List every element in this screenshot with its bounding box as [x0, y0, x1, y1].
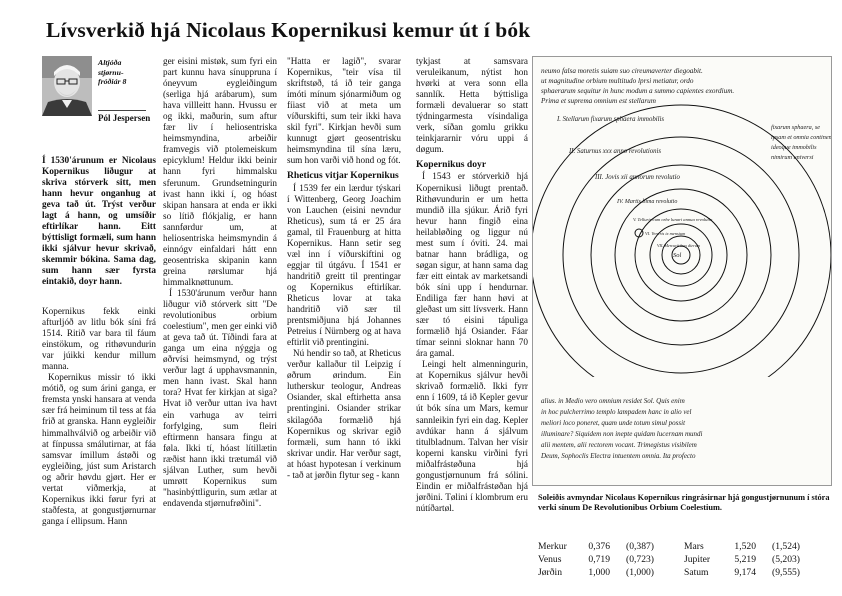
byline-series-line: stjørnu-	[98, 67, 124, 77]
heliocentric-diagram	[532, 56, 832, 486]
side-label: ideoque immobilis	[771, 144, 817, 151]
planet-actual: (0,387)	[626, 541, 654, 552]
section-heading: Kopernikus doyr	[416, 159, 487, 171]
body-paragraph: Kopernikus fekk einki afturljóð av litlu bók síni frá 1514. Ritið var bara til fáum einstökum, og rithøvundurin var júikki kendur millum manna.	[42, 306, 156, 372]
ring-label: VI. Veneris ix mensium	[645, 231, 686, 236]
side-label: ipsam et omnia continens	[771, 134, 831, 141]
manuscript-line: ut magnitudine orbium multitudo lprsi metiatur, ordo	[541, 77, 694, 85]
byline-series-line: fróðiár 8	[98, 77, 127, 87]
manuscript-line: illuminare? Siquidem non inepte quidam lucernam mundi	[541, 430, 703, 438]
body-paragraph: Í 1530'árunum verður hann liðugur við stórverk sitt "De revolutionibus orbium coelestium", men ger einki við at geva tað út. Tíðindi fara at ganga um eina nýggja og øðrvísi heimsmynd, og trýst verður lagt á upphavsmannin, men hann ivast. Skal hann tora? Hvat fer kirkjan at siga? Hvat ið verður uttan iva havt ein varhuga av teirri forfylging, sum fleiri eftirmenn hansara fingu at føla. Ikki tí, hóast lítillætin ræðist hann ikki trætumál við sjálvan Luther, sum hevði umrøtt Kopernikus sum "hasinbýttligurin, sum ætlar at endavenda stjørnufrøðini".	[163, 287, 277, 508]
planet-cell	[538, 540, 684, 553]
body-paragraph: Leingi helt almenningurin, at Kopernikus sjálvur hevði skrivað formælið. Ikki fyrr enn í 1609, tá ið Kepler gevur út bók sína um Mars, kemur sannleikin fyri ein dag. Kepler avdúkar hann á sjálvum titulbladnum. Talvan her vísir koperni kansku virðini fyri miðalfrástøðuna hjá gongustjørnunum frá sólini. Eindin er miðalfrástøðan hjá jørðini. Tølini í klombrum eru nútíðartøl.	[416, 359, 528, 513]
ring-label: I. Stellarum fixarum sphaera immobilis	[557, 116, 665, 123]
planet-value: 5,219	[734, 554, 756, 565]
planet-value: 0,719	[588, 554, 610, 565]
author-portrait-icon	[42, 56, 92, 116]
body-paragraph: Í 1539 fer ein lærdur týskari í Wittenberg, Georg Joachim von Lauchen (eisini nevndur Rheticus), sum tá er 25 ára gamal, til Frauenburg at hitta Kopernikus. Hann setir seg væl inn í víðurskiftini og eggjar til útgávu. Í 1541 er handritið greitt til prentingar og Kopernikus eftirlíkar. Rheticus lovar at taka handritið við sær til prentsmiðjuna hjá Johannes Petreius í Nürnberg og at hava eftirlit við prentingini.	[287, 182, 401, 348]
ring-label: IV. Martis bima revolutio	[617, 199, 678, 205]
body-paragraph: Í 1543 er stórverkið hjá Kopernikusi liðugt prentað. Rithøvundurin er um hetta mundið illa sjúkur. Árið fyri hevur hann fingið eina heilabløðing og liggur nú mest sum í óviti. 24. mai batnar hann brádliga, og søgan sigur, at hann sama dag fær eitt eintak av marketsandi bók síni upp í hendurnar. Endiliga fær hann høvi at gleðast um sitt lívsverk. Hann sær tó eisini tápuliga formælið hjá Osiander. Fáar tímar seinni sloknar hann 70 ára gamal.	[416, 171, 528, 359]
body-paragraph: Kopernikus missir tó ikki mótið, og sum árini ganga, er fremsta ynski hansara at venda sær frá heiminum til tess at fáa frið at granska. Hann eygleiðir himmalhválvið og arbeiðir við at fínpussa smálutirnar, at fáa samsvar ímillum ástøði og eygleiðing, júst sum Aristarch og aðrir høvdu gjørt. Her er vertat viðmerkja, at Kopernikus ikki førur fyri at staðfesta, at gongustjørnurnar ganga í ellipsum. Hann	[42, 372, 156, 526]
planet-cell	[684, 566, 830, 579]
manuscript-line: meliori loco poneret, quam unde totum simul possit	[541, 419, 686, 427]
planet-actual: (5,203)	[772, 554, 800, 565]
planet-value: 1,000	[588, 567, 610, 578]
byline-series	[98, 58, 146, 87]
manuscript-line: alii mentem, alii rectorem vocant. Trimegistus visibilem	[541, 441, 697, 449]
byline-author: Pól Jespersen	[98, 110, 146, 123]
manuscript-line: sphaerarum sequitur in hunc modum a summo capientes exordium.	[541, 87, 735, 95]
planet-name: Jørðin	[538, 567, 562, 578]
table-row	[538, 553, 830, 566]
article-column-4	[416, 56, 528, 514]
planet-actual: (1,524)	[772, 541, 800, 552]
planet-cell	[684, 553, 830, 566]
manuscript-line: in hoc pulcherrimo templo lampadem hanc in alio vel	[541, 408, 692, 416]
planet-actual: (1,000)	[626, 567, 654, 578]
body-paragraph: "Hatta er lagið", svarar Kopernikus, "teir vísa til skriftstøð, tá ið teir ganga ímóti mínum sjónarmiðum og fíiast við at meta um víðurskifti, sum teir ikki hava skil fyri". Kirkjan hevði sum kunnugt gjørt geosentrisku heimsmyndina til sína læru, sum hon varði við hond og fót.	[287, 56, 401, 166]
manuscript-line: Prima et suprema omnium est stellarum	[541, 97, 656, 105]
ring-label: V. Telluris cum orbe lunari annua revolutio	[633, 217, 713, 222]
planet-name: Jupiter	[684, 554, 711, 565]
author-photo	[42, 56, 92, 116]
ring-label: II. Saturnus xxx anno revolutionis	[569, 148, 662, 155]
planet-cell	[538, 553, 684, 566]
article-column-2	[163, 56, 277, 509]
body-paragraph: Nú hendir so tað, at Rheticus verður kallaður til Leipzig í øðrum ørindum. Ein lutherskur teologur, Andreas Osiander, skal eftirhetta ansa prentingini. Osiander strikar skilagóða formælið hjá Kopernikus og skrivar egið formæli, sum hann tó ikki skrivar undir. Har verður sagt, at hóast hypotesan í verkinum - tað at jørðin flytur seg - kann	[287, 348, 401, 480]
side-label: fixarum sphaera, se	[771, 124, 820, 131]
headline: Lívsverkið hjá Nicolaus Kopernikusi kemur út í bók	[46, 18, 531, 42]
planet-distance-table	[538, 540, 830, 579]
body-paragraph: tykjast at samsvara veruleikanum, nýtist hon hvørki at vera sonn ella sannlík. Hetta býttisliga formæli devaluerar so statt týdningarmesta vísindaliga verk, síðan gomlu grikku teinkjararnir vóru uppi á døgum.	[416, 56, 528, 155]
planet-name: Venus	[538, 554, 562, 565]
manuscript-line: neumo falsa moretis suiam suo cireumaverter diegoabit.	[541, 67, 703, 75]
planet-name: Mars	[684, 541, 704, 552]
figure-caption: Soleiðis avmyndar Nicolaus Kopernikus ringrásirnar hjá gongustjørnunum í stóra verki sínum De Revolutionibus Orbium Coelestium.	[538, 493, 830, 513]
table-row	[538, 566, 830, 579]
planet-value: 9,174	[734, 567, 756, 578]
byline-series-line: Altjóða	[98, 58, 122, 67]
section-heading: Rheticus vitjar Kopernikus	[287, 170, 399, 182]
lead-paragraph: Í 1530'árunum er Nicolaus Kopernikus liðugur at skriva stórverk sitt, men hann hevur onganhug at geva tað út. Trýst verður lagt á hann, og umsíðir eftirlíkar hann. Eitt býttisligt formæli, sum hann ikki sjálvur hevur skrivað, skemmir bókina. Sama dag, sum hann sær fyrsta eintakið, doyr hann.	[42, 156, 156, 287]
body-paragraph: ger eisini mistøk, sum fyri ein part kunnu hava sínuppruna í óneyvum eygleiðingum (serliga hjá arábarum), sum hava villleitt hann. Hvussu er og ikki, maðurin, sum aftur fær liv í heliosentriska heimsmyndina, arbeiðir framvegis við ptolemeiskum epicyklum! Heldur ikki beinir hann fyri himmalsku sferunum. Grundsetningurin ivast hann ikki í, og hóast skipan hansara at enda er ikki so lítið flókjalig, er hann sannførdur um, at heliosentriska heimsmyndin á einnógv einfaldari hátt enn geosentriska skipanin kann greina rørslumar hjá himmalknøttunum.	[163, 56, 277, 287]
sun-label: Sol	[673, 252, 682, 259]
planet-cell	[684, 540, 830, 553]
heliocentric-manuscript-illustration	[533, 57, 831, 485]
table-row	[538, 540, 830, 553]
planet-actual: (0,723)	[626, 554, 654, 565]
manuscript-line: Deum, Sophoclis Electra intuentem omnia. Ita profecto	[541, 452, 696, 460]
ring-label: VII. Mercurii lxxx dierum	[657, 243, 700, 248]
planet-actual: (9,555)	[772, 567, 800, 578]
article-column-1	[42, 306, 156, 527]
planet-value: 0,376	[588, 541, 610, 552]
side-label: nimirum universi	[771, 154, 814, 161]
article-column-3	[287, 56, 401, 481]
manuscript-line: alius. in Medio vero omnium residet Sol. Quis enim	[541, 397, 685, 405]
planet-name: Merkur	[538, 541, 567, 552]
planet-cell	[538, 566, 684, 579]
planet-value: 1,520	[734, 541, 756, 552]
planet-name: Satum	[684, 567, 709, 578]
ring-label: III. Jovis xii annorum revolutio	[595, 174, 680, 181]
